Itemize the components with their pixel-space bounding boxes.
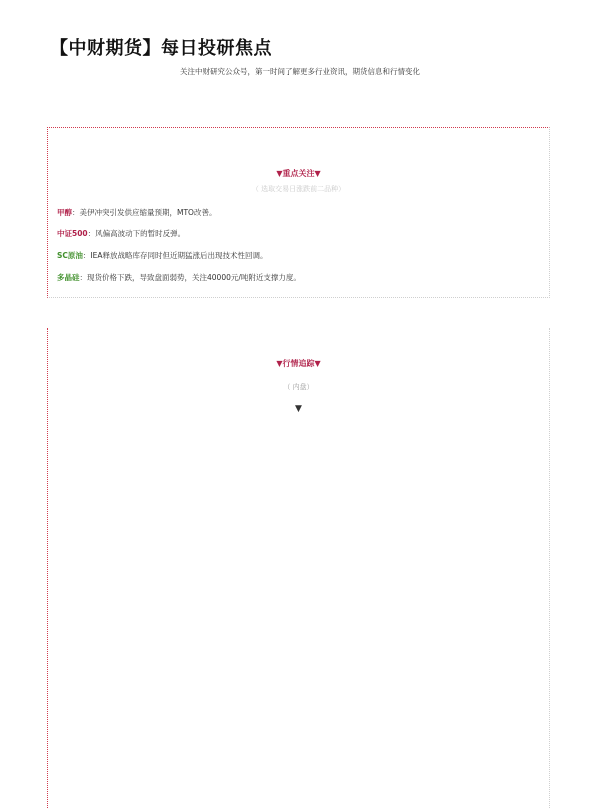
- focus-item-label: SC原油: [57, 251, 83, 260]
- focus-item-separator: ：: [79, 273, 87, 282]
- focus-section-title: ▼重点关注▼: [276, 169, 321, 178]
- focus-item-separator: ：: [87, 229, 96, 238]
- focus-item-text: IEA释放战略库存同时但近期猛涨后出现技术性回调。: [90, 251, 268, 260]
- page-subtitle: 关注中财研究公众号，第一时间了解更多行业资讯，期货信息和行情变化: [180, 67, 420, 76]
- focus-item-sc-crude: [57, 250, 268, 261]
- focus-item-text: 风偏高波动下的暂时反弹。: [95, 229, 186, 238]
- focus-item-separator: ：: [82, 251, 91, 260]
- focus-item-separator: ：: [72, 208, 80, 217]
- tracking-section-title: ▼行情追踪▼: [276, 359, 321, 368]
- focus-item-label: 多晶硅: [57, 273, 80, 282]
- tracking-section-note: （ 内盘）: [283, 383, 314, 391]
- focus-item-methanol: [57, 207, 216, 218]
- down-arrow-icon: ▼: [295, 404, 302, 414]
- focus-item-csi500: [57, 228, 185, 239]
- focus-item-text: 美伊冲突引发供应缩量预期，MTO改善。: [79, 208, 217, 217]
- focus-item-polysilicon: [57, 272, 301, 283]
- tracking-section: [47, 328, 550, 808]
- focus-item-label: 甲醇: [57, 208, 72, 217]
- focus-item-text: 现货价格下跌，导致盘面弱势，关注40000元/吨附近支撑力度。: [87, 273, 301, 282]
- page-title: 【中财期货】每日投研焦点: [50, 38, 272, 59]
- focus-item-label: 中证500: [57, 229, 88, 238]
- focus-section-note: （ 选取交易日涨跌前二品种）: [251, 185, 346, 193]
- focus-section: [47, 127, 550, 298]
